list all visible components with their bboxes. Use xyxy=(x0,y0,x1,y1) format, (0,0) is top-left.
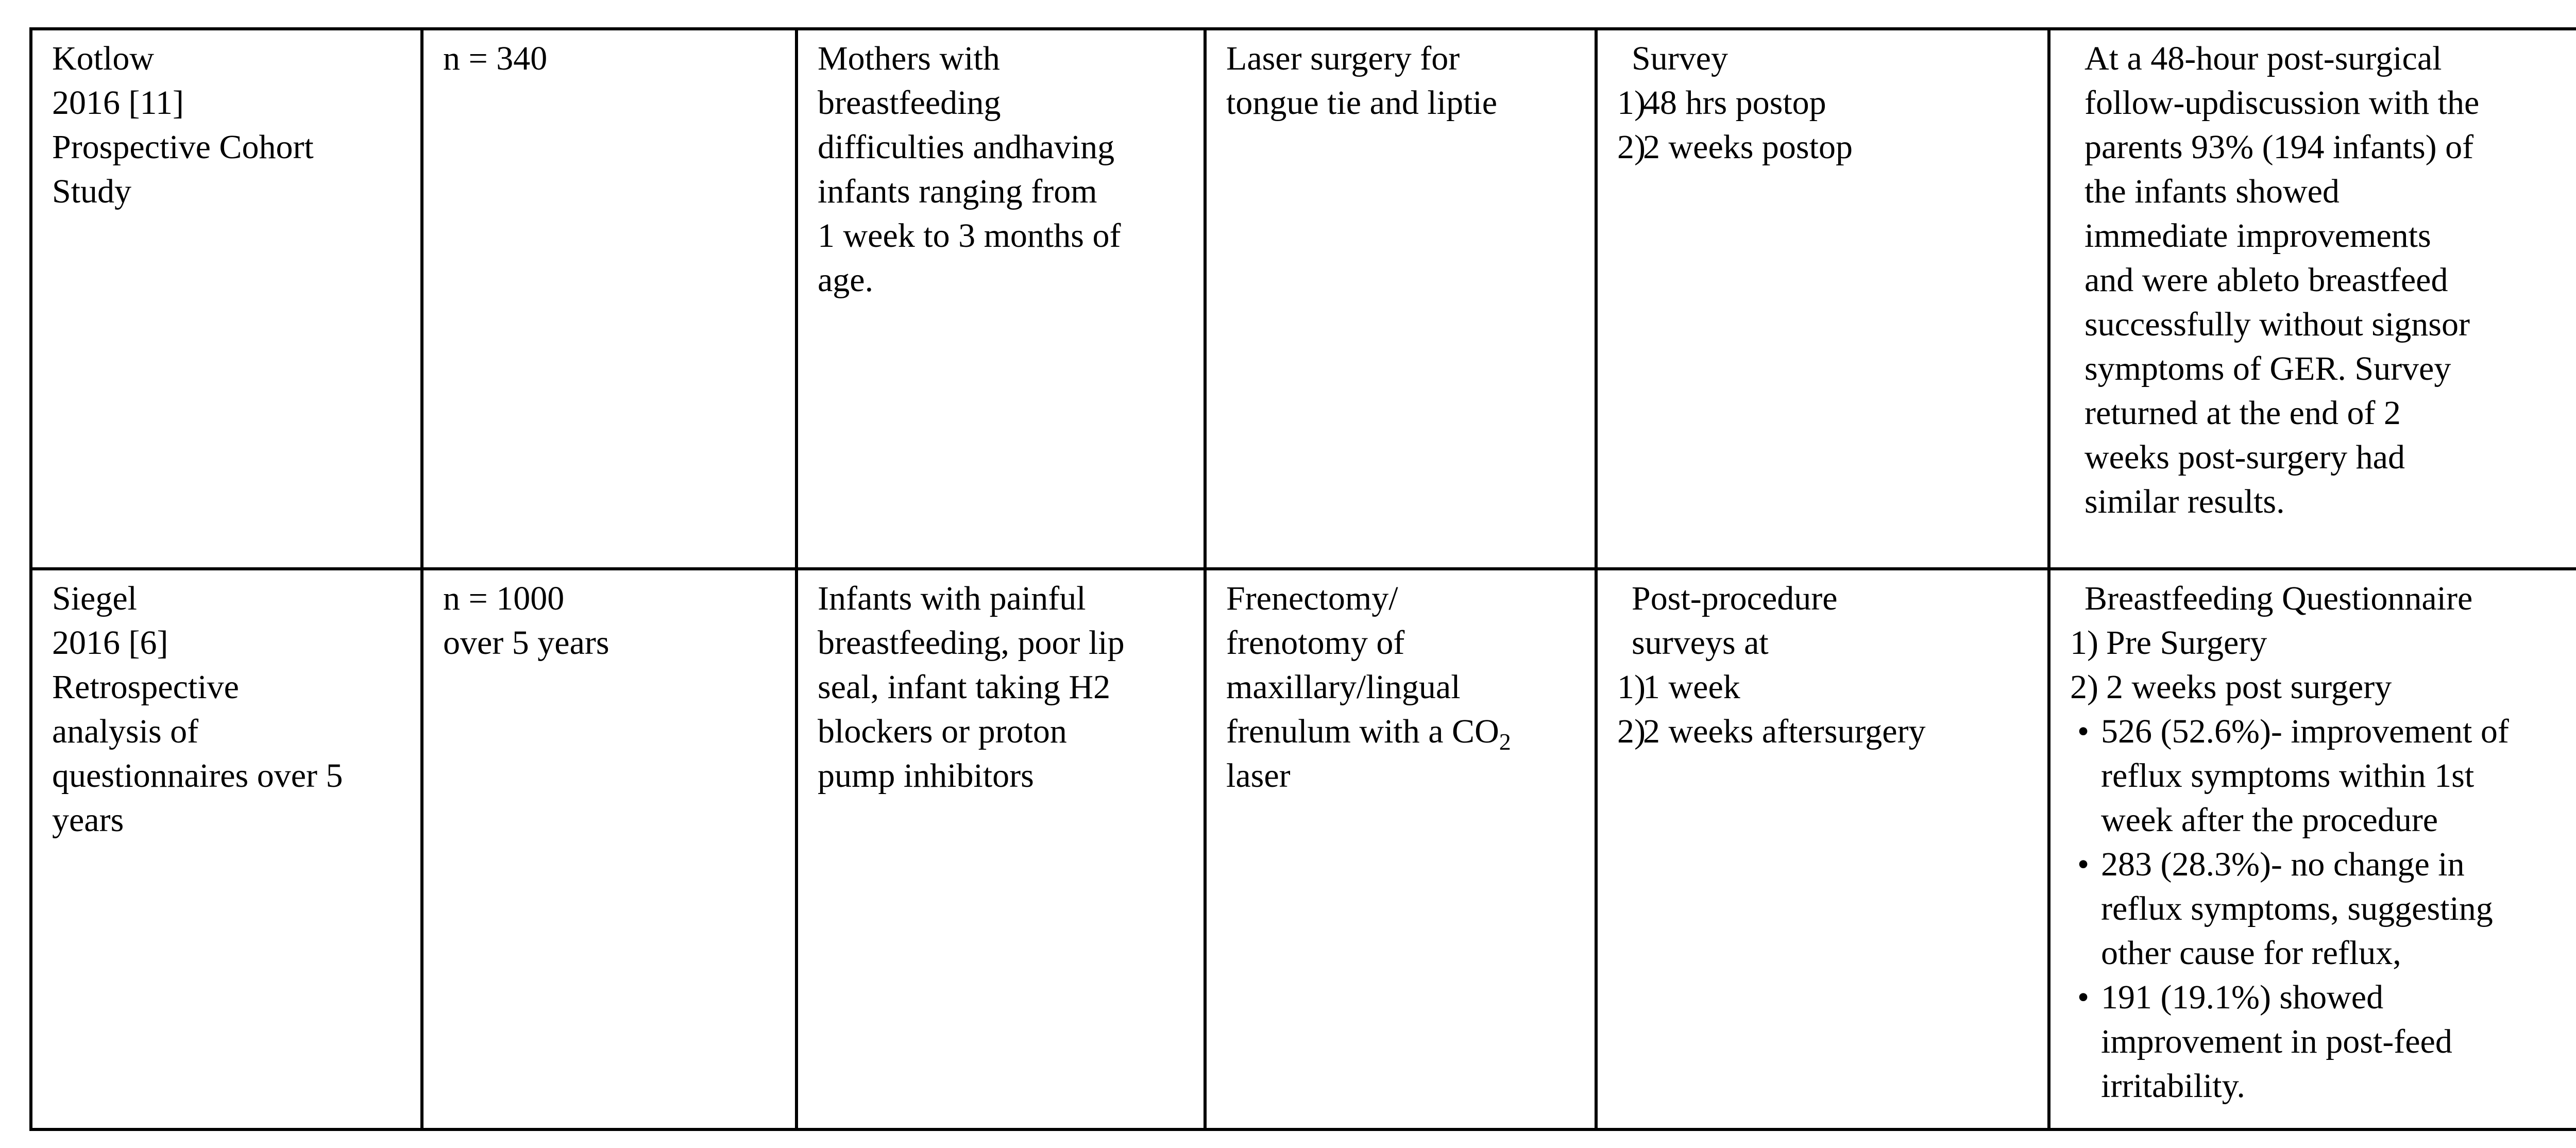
study-table xyxy=(29,27,2576,1131)
intervention-cell: Frenectomy/ frenotomy of maxillary/lingual frenulum with a $CO_2$ laser xyxy=(1205,569,1596,1129)
numbered-item: 1)1 week xyxy=(1617,668,1740,706)
results-cell: At a 48-hour post-surgical follow-updiscussion with the parents 93% (194 infants) of the infants showed immediate improvements and were ableto breastfeed successfully without signsor symptoms of GER. Survey returned at the end of 2 weeks post-surgery had similar results. xyxy=(2049,29,2576,569)
outcome-cell xyxy=(1596,29,2049,569)
results-title: Breastfeeding Questionnaire xyxy=(2084,580,2473,617)
bullet-icon: • xyxy=(2077,846,2090,883)
outcome-title: Post-procedure xyxy=(1632,580,1838,617)
sample-cell: n = 1000 over 5 years xyxy=(422,569,796,1129)
results-cell xyxy=(2049,569,2576,1129)
bullet-icon: • xyxy=(2077,713,2090,750)
table-row xyxy=(31,29,2576,569)
numbered-item: 2)2 weeks postop xyxy=(1617,128,1853,166)
list-item: • 526 (52.6%)- improvement of reflux symptoms within 1st week after the procedure xyxy=(2070,710,2576,842)
bullet-icon: • xyxy=(2077,978,2090,1016)
list-item: • 283 (28.3%)- no change in reflux symptoms, suggesting other cause for reflux, xyxy=(2070,842,2576,975)
population-cell: Mothers with breastfeeding difficulties andhaving infants ranging from 1 week to 3 months of age. xyxy=(796,29,1205,569)
study-cell: Kotlow 2016 [11] Prospective Cohort Study xyxy=(31,29,422,569)
list-item: • 191 (19.1%) showed improvement in post-feed irritability. xyxy=(2070,975,2576,1108)
study-cell: Siegel 2016 [6] Retrospective analysis of questionnaires over 5 years xyxy=(31,569,422,1129)
table-row xyxy=(31,569,2576,1129)
numbered-item: 2)2 weeks aftersurgery xyxy=(1617,713,1926,750)
population-cell: Infants with painful breastfeeding, poor lip seal, infant taking H2 blockers or proton pump inhibitors xyxy=(796,569,1205,1129)
numbered-item: 2) 2 weeks post surgery xyxy=(2070,668,2392,706)
sample-cell: n = 340 xyxy=(422,29,796,569)
outcome-title: Survey xyxy=(1632,40,1728,77)
intervention-cell: Laser surgery for tongue tie and liptie xyxy=(1205,29,1596,569)
numbered-item: 1) Pre Surgery xyxy=(2070,624,2267,662)
outcome-cell: Post-procedure surveys at 1)1 week 2)2 weeks aftersurgery xyxy=(1596,569,2049,1129)
numbered-item: 1)48 hrs postop xyxy=(1617,84,1826,122)
